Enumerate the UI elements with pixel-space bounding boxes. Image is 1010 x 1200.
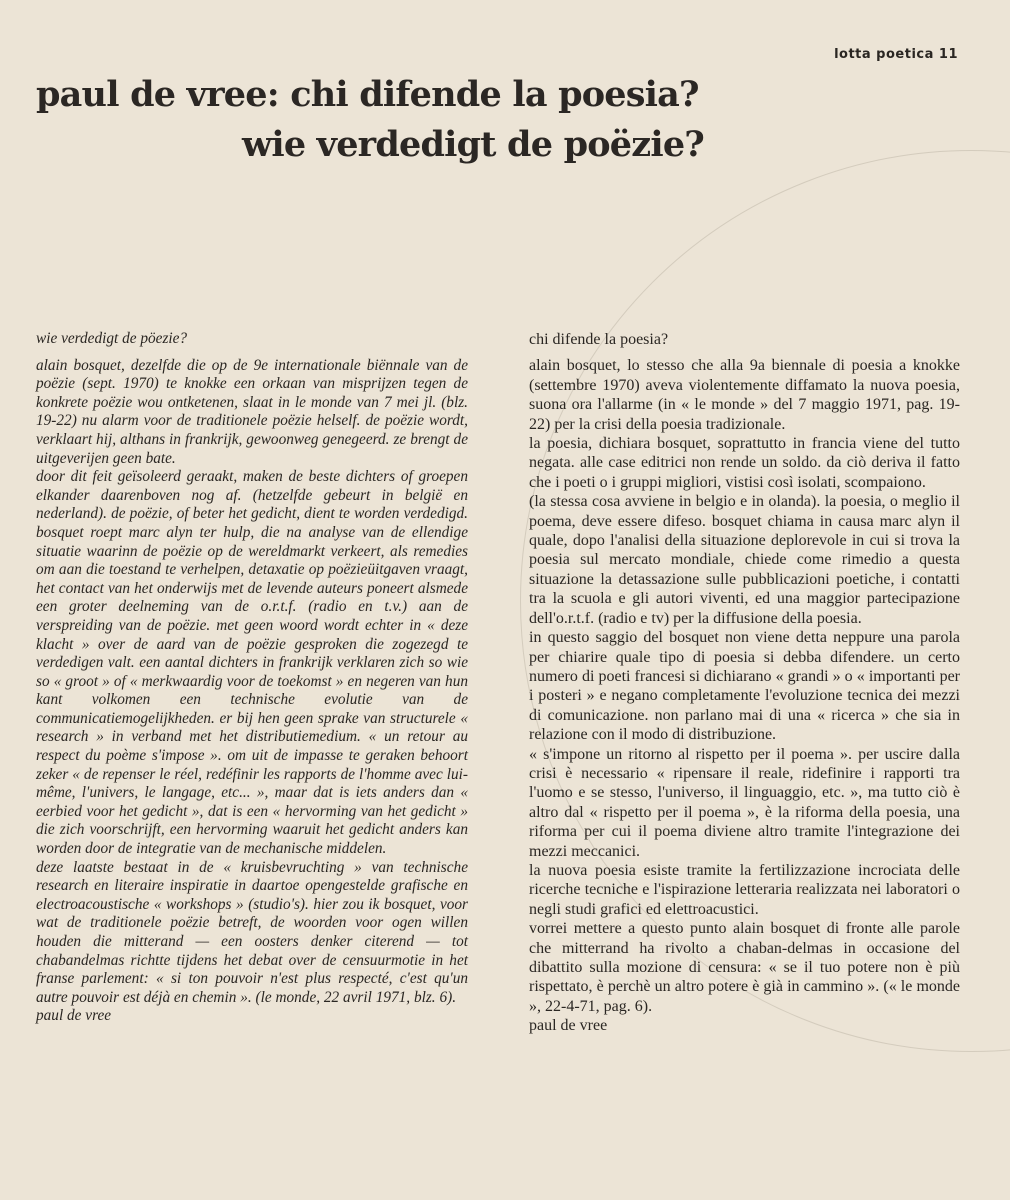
italian-paragraph: la poesia, dichiara bosquet, soprattutto in francia viene del tutto negata. alle case editrici non rende un soldo. da ciò deriva il fatto che i poeti o i gruppi migliori, vistisi così isolati, scompaiono. bbox=[529, 435, 960, 491]
italian-subtitle: chi difende la poesia? bbox=[529, 331, 669, 348]
italian-paragraph: in questo saggio del bosquet non viene detta neppure una parola per chiarire quale tipo di poesia si debba difendere. un certo numero di poeti francesi si dichiarano « grandi » o « importanti per i posteri » e negano completamente l'evoluzione tecnica dei mezzi di comunicazione. non parlano mai di una « ricerca » che sia in relazione con il modo di distribuzione. bbox=[529, 629, 960, 744]
dutch-signature: paul de vree bbox=[36, 1007, 112, 1025]
dutch-paragraph: alain bosquet, dezelfde die op de 9e internationale biënnale van de poëzie (sept. 1970) te knokke een orkaan van misprijzen tegen de konkrete poëzie wou ontketenen, slaat in le monde van 7 mei jl. (blz. 19-22) nu alarm voor de traditionele poëzie helself. de poëzie wordt, verklaart hij, althans in frankrijk, gewoonweg genegeerd. ze brengt de uitgeverijen geen bate. bbox=[36, 356, 468, 467]
title-italian: paul de vree: chi difende la poesia? bbox=[36, 74, 699, 115]
dutch-paragraph: deze laatste bestaat in de « kruisbevruchting » van technische research en literaire inspiratie in daartoe opengestelde grafische en electroacoustische « workshops » (studio's). hier zou ik bosquet, voor wat de traditionele poëzie betreft, de woorden voor ogen willen houden die mitterand — een oosters denker citerend — tot chabandelmas richtte tijdens het debat over de censuurmotie in het franse parlement: « si ton pouvoir n'est plus respecté, c'est qu'un autre pouvoir est déjà en chemin ». (le monde, 22 avril 1971, blz. 6). bbox=[36, 858, 468, 1006]
italian-column bbox=[529, 330, 960, 1036]
italian-paragraph: vorrei mettere a questo punto alain bosquet di fronte alle parole che mitterrand ha rivolto a chaban-delmas in occasione del dibattito sulla mozione di censura: « se il tuo potere non è più rispettato, è perchè un altro potere è già in cammino ». (« le monde », 22-4-71, pag. 6). bbox=[529, 920, 960, 1015]
title-dutch: wie verdedigt de poëzie? bbox=[242, 124, 705, 165]
dutch-column bbox=[36, 330, 468, 1026]
italian-paragraph: « s'impone un ritorno al rispetto per il poema ». per uscire dalla crisi è necessario « ripensare il reale, ridefinire i rapporti tra l'uomo e se stesso, l'universo, il linguaggio, etc. », ma tutto ciò è altro dal « rispetto per il poema », è la riforma della poesia, una riforma per cui il poema diviene altro tramite l'integrazione dei mezzi meccanici. bbox=[529, 745, 960, 860]
italian-paragraph: la nuova poesia esiste tramite la fertilizzazione incrociata delle ricerche tecniche e l'ispirazione letteraria realizzata nei laboratori o negli studi grafici ed elettroacustici. bbox=[529, 861, 960, 918]
dutch-paragraph: door dit feit geïsoleerd geraakt, maken de beste dichters of groepen elkander daarenboven nog af. (hetzelfde gebeurt in belgië en nederland). de poëzie, of beter het gedicht, dient te worden verdedigd. bosquet roept marc alyn ter hulp, die na analyse van de ellendige situatie waarinn de poëzie op de wereldmarkt verkeert, als remedies om aan die toestand te verhelpen, detaxatie op poëzieüitgaven vraagt, het contact van het onderwijs met de levende auteurs poneert alsmede een groter deelneming van de o.r.t.f. (radio en t.v.) aan de verspreiding van de poëzie. met geen woord wordt echter in « deze klacht » over de aard van de poëzie gesproken die zogezegd te verdedigen valt. een aantal dichters in frankrijk verklaren zich so wie so « groot » of « merkwaardig voor de toekomst » en negeren van hun kant volkomen een technische evolutie van de communicatiemogelijkheden. er bij hen geen sprake van structurele « research » in verband met het distributiemedium. « un retour au respect du poème s'impose ». om uit de impasse te geraken behoort zeker « de repenser le réel, redéfinir les rapports de l'homme avec lui-même, l'univers, le langage, etc... », maar dat is iets anders dan « eerbied voor het gedicht », dat is een « hervorming van het gedicht » die zich voorschrijft, een hervorming waaruit het gedicht anders kan worden door de integratie van de mechanische middelen. bbox=[36, 468, 468, 858]
running-head: lotta poetica 11 bbox=[834, 47, 958, 62]
italian-paragraph: (la stessa cosa avviene in belgio e in olanda). la poesia, o meglio il poema, deve essere difeso. bosquet chiama in causa marc alyn il quale, dopo l'analisi della situazione deplorevole in cui si trova la poesia sul mercato mondiale, chiede come rimedio a questa situazione la detassazione sulle pubblicazioni poetiche, i contatti tra la scuola e gli autori viventi, ed una maggior partecipazione dell'o.r.t.f. (radio e tv) per la diffusione della poesia. bbox=[529, 493, 960, 627]
dutch-subtitle: wie verdedigt de pöezie? bbox=[36, 330, 188, 347]
italian-paragraph: alain bosquet, lo stesso che alla 9a biennale di poesia a knokke (settembre 1970) aveva violentemente diffamato la nuova poesia, suona ora l'allarme (in « le monde » del 7 maggio 1971, pag. 19-22) per la crisi della poesia tradizionale. bbox=[529, 357, 960, 433]
italian-signature: paul de vree bbox=[529, 1017, 608, 1035]
